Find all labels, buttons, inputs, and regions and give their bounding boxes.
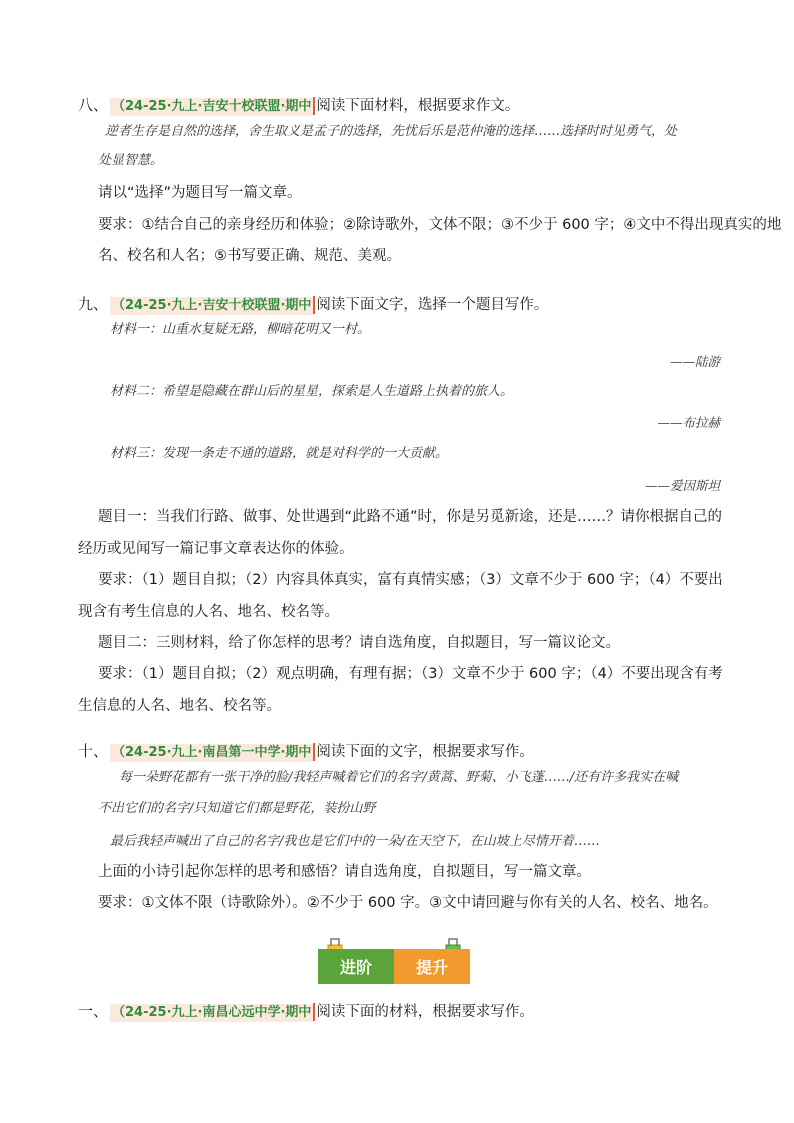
material-text: 处显智慧。 [98,153,164,168]
attribution: ——布拉赫 [657,415,720,430]
question-number: 一、 [78,1002,109,1020]
poem-line: 最后我轻声喊出了自己的名字/我也是它们中的一朵/在天空下，在山坡上尽情开着…… [110,834,600,849]
material-text: 材料三：发现一条走不通的道路，就是对科学的一大贡献。 [110,446,449,461]
topic-text: 题目一：当我们行路、做事、处世遇到“此路不通”时，你是另觅新途，还是……？请你根据自己的 [98,509,723,525]
attribution: ——陆游 [669,354,720,369]
section-banner [318,937,470,984]
question-intro: 阅读下面的材料，根据要求写作。 [316,1004,534,1020]
source-tag: （24-25·九上·吉安十校联盟·期中 [112,298,312,313]
poem-line: 每一朵野花都有一张干净的脸/我轻声喊着它们的名字/黄蒿、野菊、小飞蓬……/还有许多我实在喊 [119,770,679,785]
material-text: 材料二：希望是隐藏在群山后的星星，探索是人生道路上执着的旅人。 [110,384,514,399]
source-tag: （24-25·九上·吉安十校联盟·期中 [112,99,312,114]
question-9-header [78,294,548,315]
material-text: 材料一：山重水复疑无路，柳暗花明又一村。 [110,322,371,337]
poem-line: 不出它们的名字/只知道它们都是野花，装扮山野 [98,801,376,816]
writing-prompt: 上面的小诗引起你怎样的思考和感悟？请自选角度，自拟题目，写一篇文章。 [98,864,591,880]
question-8-header [78,95,519,116]
requirements: 要求：①结合自己的亲身经历和体验；②除诗歌外，文体不限；③不少于 600 字；④文中不得出现真实的地 [98,217,782,233]
question-intro: 阅读下面文字，选择一个题目写作。 [316,297,549,313]
source-tag: （24-25·九上·南昌心远中学·期中 [112,1005,312,1020]
question-number: 八、 [78,96,109,114]
question-intro: 阅读下面的文字，根据要求写作。 [316,744,534,760]
banner-label-left: 进阶 [318,949,394,984]
requirements: 要求：（1）题目自拟；（2）内容具体真实，富有真情实感；（3）文章不少于 600 字；（4）不要出 [98,572,723,588]
topic-text: 经历或见闻写一篇记事文章表达你的体验。 [78,541,354,557]
material-text: 逆者生存是自然的选择，舍生取义是孟子的选择，先忧后乐是范仲淹的选择……选择时时见勇气，处 [105,124,678,139]
question-intro: 阅读下面材料，根据要求作文。 [316,98,520,114]
question-10-header [78,741,534,762]
question-number: 九、 [78,295,109,313]
requirements: 名、校名和人名；⑤书写要正确、规范、美观。 [98,248,401,264]
requirements: 生信息的人名、地名、校名等。 [78,698,281,714]
question-number: 十、 [78,742,109,760]
topic-text: 题目二：三则材料，给了你怎样的思考？请自选角度，自拟题目，写一篇议论文。 [98,635,620,651]
requirements: 要求：（1）题目自拟；（2）观点明确，有理有据；（3）文章不少于 600 字；（4）不要出现含有考 [98,666,723,682]
requirements: 现含有考生信息的人名、地名、校名等。 [78,604,339,620]
requirements: 要求：①文体不限（诗歌除外）。②不少于 600 字。③文中请回避与你有关的人名、校名、地名。 [98,895,718,911]
attribution: ——爱因斯坦 [644,478,720,493]
source-tag: （24-25·九上·南昌第一中学·期中 [112,745,312,760]
writing-prompt: 请以“选择”为题目写一篇文章。 [98,185,302,201]
banner-label-right: 提升 [394,949,470,984]
question-1-header [78,1001,534,1022]
